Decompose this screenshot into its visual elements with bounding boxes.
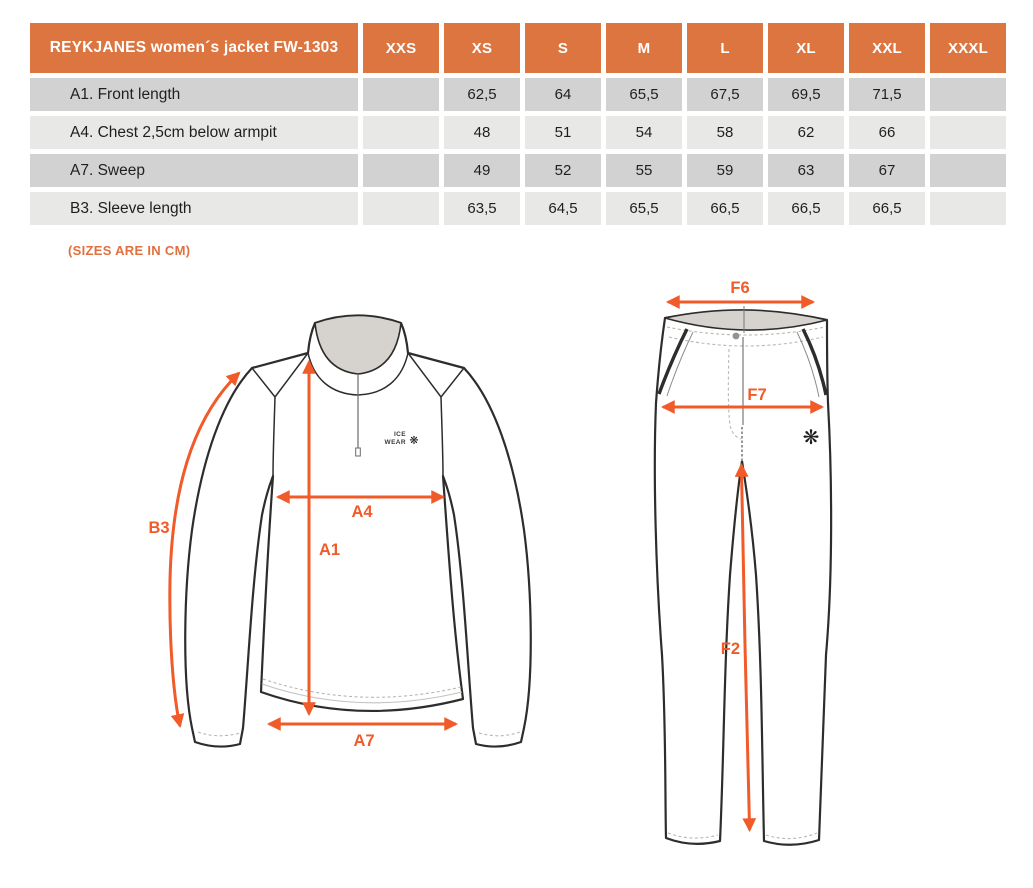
value-cell: 67 <box>849 154 925 187</box>
f2-arrow <box>741 465 749 830</box>
value-cell <box>363 78 439 111</box>
value-cell <box>930 192 1006 225</box>
value-cell: 71,5 <box>849 78 925 111</box>
row-label: A7. Sweep <box>30 154 358 187</box>
value-cell: 66 <box>849 116 925 149</box>
value-cell: 66,5 <box>849 192 925 225</box>
value-cell: 62,5 <box>444 78 520 111</box>
size-chart-table <box>25 18 1011 230</box>
sizes-unit-note: (SIZES ARE IN CM) <box>68 243 191 258</box>
value-cell <box>930 78 1006 111</box>
value-cell <box>363 154 439 187</box>
table-row-chest <box>30 116 1006 149</box>
row-label: A4. Chest 2,5cm below armpit <box>30 116 358 149</box>
value-cell: 48 <box>444 116 520 149</box>
table-row-front-length <box>30 78 1006 111</box>
value-cell: 64,5 <box>525 192 601 225</box>
size-col-m: M <box>606 23 682 73</box>
value-cell: 65,5 <box>606 78 682 111</box>
size-col-xxl: XXL <box>849 23 925 73</box>
value-cell: 64 <box>525 78 601 111</box>
snowflake-icon: ❋ <box>409 434 419 447</box>
value-cell <box>930 154 1006 187</box>
b3-label: B3 <box>148 519 170 537</box>
a1-label: A1 <box>319 541 341 559</box>
row-label: A1. Front length <box>30 78 358 111</box>
size-col-xxxl: XXXL <box>930 23 1006 73</box>
table-row-sweep <box>30 154 1006 187</box>
size-col-xs: XS <box>444 23 520 73</box>
snowflake-icon: ❋ <box>802 425 820 449</box>
size-col-xl: XL <box>768 23 844 73</box>
value-cell <box>363 116 439 149</box>
value-cell <box>363 192 439 225</box>
f6-label: F6 <box>730 279 750 297</box>
value-cell: 54 <box>606 116 682 149</box>
value-cell: 66,5 <box>687 192 763 225</box>
row-label: B3. Sleeve length <box>30 192 358 225</box>
f7-label: F7 <box>747 386 767 404</box>
value-cell: 52 <box>525 154 601 187</box>
size-col-s: S <box>525 23 601 73</box>
a7-label: A7 <box>353 732 375 750</box>
value-cell: 66,5 <box>768 192 844 225</box>
value-cell: 55 <box>606 154 682 187</box>
pants-diagram <box>620 275 910 875</box>
svg-text:WEAR: WEAR <box>384 439 406 446</box>
jacket-diagram <box>140 280 580 810</box>
product-title: REYKJANES women´s jacket FW-1303 <box>30 23 358 73</box>
value-cell: 51 <box>525 116 601 149</box>
value-cell: 58 <box>687 116 763 149</box>
a4-label: A4 <box>351 503 373 521</box>
f2-label: F2 <box>720 640 740 658</box>
value-cell: 63,5 <box>444 192 520 225</box>
value-cell: 63 <box>768 154 844 187</box>
value-cell: 62 <box>768 116 844 149</box>
table-header-row <box>30 23 1006 73</box>
value-cell <box>930 116 1006 149</box>
zipper-pull <box>356 448 361 456</box>
size-col-xxs: XXS <box>363 23 439 73</box>
value-cell: 67,5 <box>687 78 763 111</box>
value-cell: 69,5 <box>768 78 844 111</box>
size-col-l: L <box>687 23 763 73</box>
value-cell: 49 <box>444 154 520 187</box>
table-row-sleeve-length <box>30 192 1006 225</box>
value-cell: 59 <box>687 154 763 187</box>
value-cell: 65,5 <box>606 192 682 225</box>
svg-text:ICE: ICE <box>393 431 406 438</box>
waist-button <box>733 333 740 340</box>
